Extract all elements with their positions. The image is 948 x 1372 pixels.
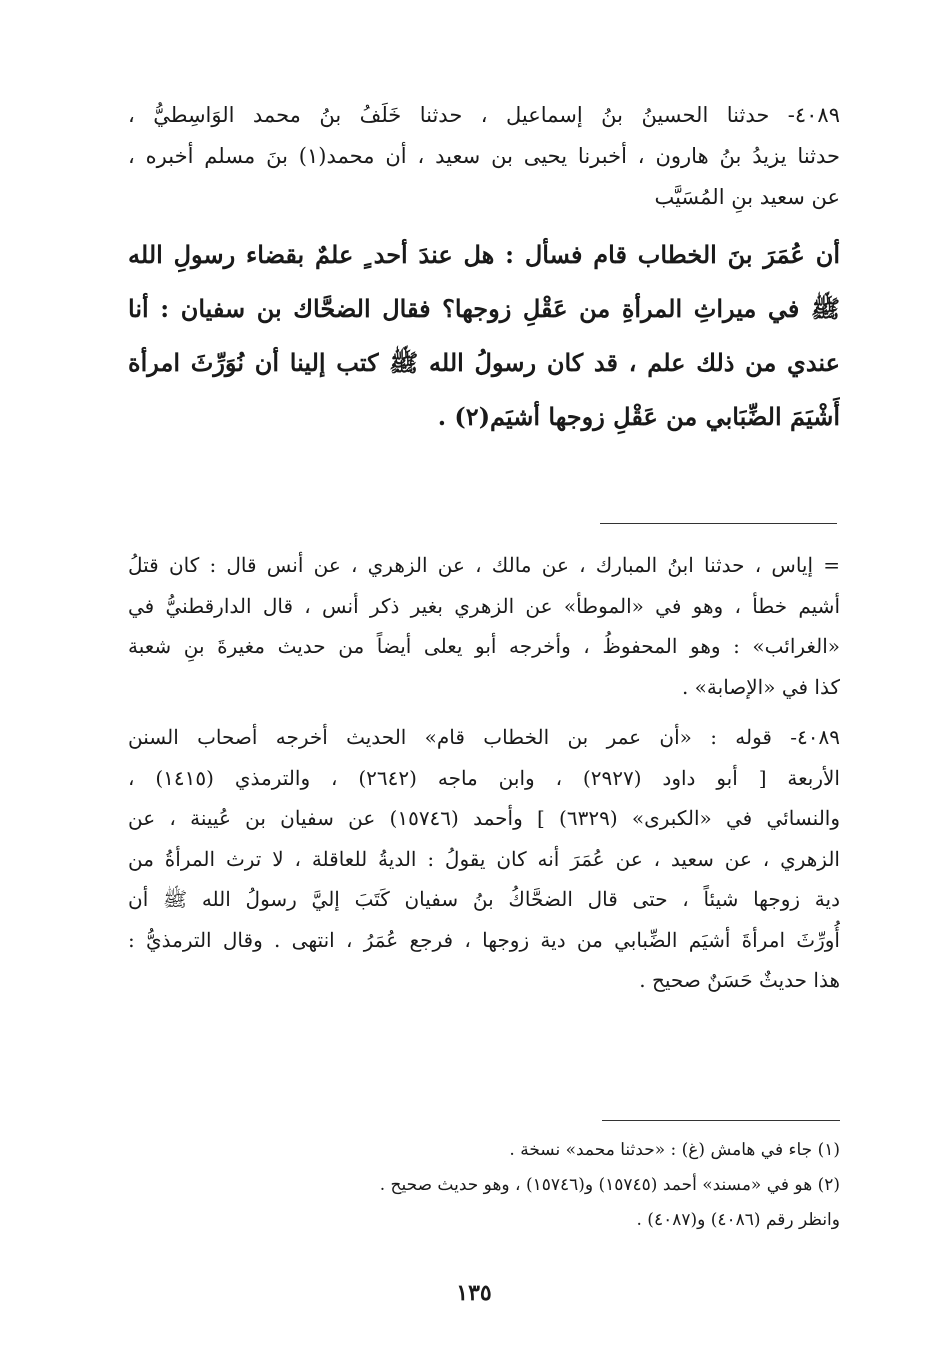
matn-line: أَشْيَمَ الضِّبَابي من عَقْلِ زوجها أشيَم(٢) .: [437, 402, 840, 431]
note-line: «الغرائب» : وهو المحفوظُ ، وأخرجه أبو يعلى أيضاً من حديث مغيرةَ بنِ شعبة: [128, 634, 840, 658]
isnad-line: عن سعيد بنِ المُسَيَّب: [654, 185, 840, 209]
commentary-line: الأربعة [ أبو داود (٢٩٢٧) ، وابن ماجه (٢٦٤٢) ، والترمذي (١٤١٥) ،: [128, 765, 840, 790]
footnote-1: (١) جاء في هامش (غ) : «حدثنا محمد» نسخة .: [509, 1140, 840, 1160]
footnote-2-continuation: وانظر رقم (٤٠٨٦) و(٤٠٨٧) .: [636, 1210, 840, 1230]
notes-separator: [600, 523, 837, 524]
isnad-line: ٤٠٨٩- حدثنا الحسينُ بنُ إسماعيل ، حدثنا خَلَفُ بنُ محمد الوَاسِطيُّ ،: [128, 103, 840, 127]
commentary-line: هذا حديثٌ حَسَنٌ صحيح .: [639, 968, 840, 992]
commentary-line: أُورِّثَ امرأةَ أشيَم الضِّبابي من دية زوجها ، فرجع عُمَرُ ، انتهى . وقال الترمذيُّ :: [128, 927, 840, 952]
commentary-line: ٤٠٨٩- قوله : «أن عمر بن الخطاب قام» الحديث أخرجه أصحاب السنن: [128, 725, 840, 749]
hadith-isnad: [128, 95, 840, 218]
hadith-matn: [128, 228, 840, 444]
commentary-line: الزهري ، عن سعيد ، عن عُمَرَ أنه كان يقولُ : الديةُ للعاقلة ، لا ترث المرأةُ من: [128, 846, 840, 871]
footnotes-block: [128, 1133, 840, 1238]
commentary-note: [128, 717, 840, 1001]
isnad-line: حدثنا يزيدُ بنُ هارون ، أخبرنا يحيى بن سعيد ، أن محمد(١) بنَ مسلم أخبره ،: [128, 144, 840, 168]
note-line: أشيم خطأ ، وهو في «الموطأ» عن الزهري بغير ذكر أنس ، قال الدارقطنيُّ في: [128, 593, 840, 618]
matn-line: أن عُمَرَ بنَ الخطاب قام فسأل : هل عندَ أحد ٍ علمٌ بقضاء رسولِ الله: [128, 240, 840, 269]
matn-line: ﷺ في ميراثِ المرأةِ من عَقْلِ زوجها؟ فقال الضحَّاك بن سفيان : أنا: [128, 294, 840, 323]
page-number: ١٣٥: [456, 1280, 492, 1306]
commentary-line: والنسائي في «الكبرى» (٦٣٢٩) ] وأحمد (١٥٧٤٦) عن سفيان بن عُيينة ، عن: [128, 806, 840, 830]
continued-note: [128, 545, 840, 707]
notes-block: [128, 545, 840, 1001]
main-text-block: [128, 95, 840, 444]
footnotes-separator: [602, 1120, 840, 1121]
matn-line: عندي من ذلك علم ، قد كان رسولُ الله ﷺ كتب إلينا أن نُوَرِّثَ امرأة: [128, 348, 840, 377]
note-line: كذا في «الإصابة» .: [681, 674, 840, 699]
commentary-line: دية زوجها شيئاً ، حتى قال الضحَّاكُ بنُ سفيان كَتَبَ إليَّ رسولُ الله ﷺ أن: [128, 887, 840, 911]
footnote-2: (٢) هو في «مسند» أحمد (١٥٧٤٥) و(١٥٧٤٦) ، وهو حديث صحيح .: [379, 1175, 840, 1195]
note-line: = إياس ، حدثنا ابنُ المبارك ، عن مالك ، عن الزهري ، عن أنس قال : كان قتلُ: [128, 553, 840, 577]
